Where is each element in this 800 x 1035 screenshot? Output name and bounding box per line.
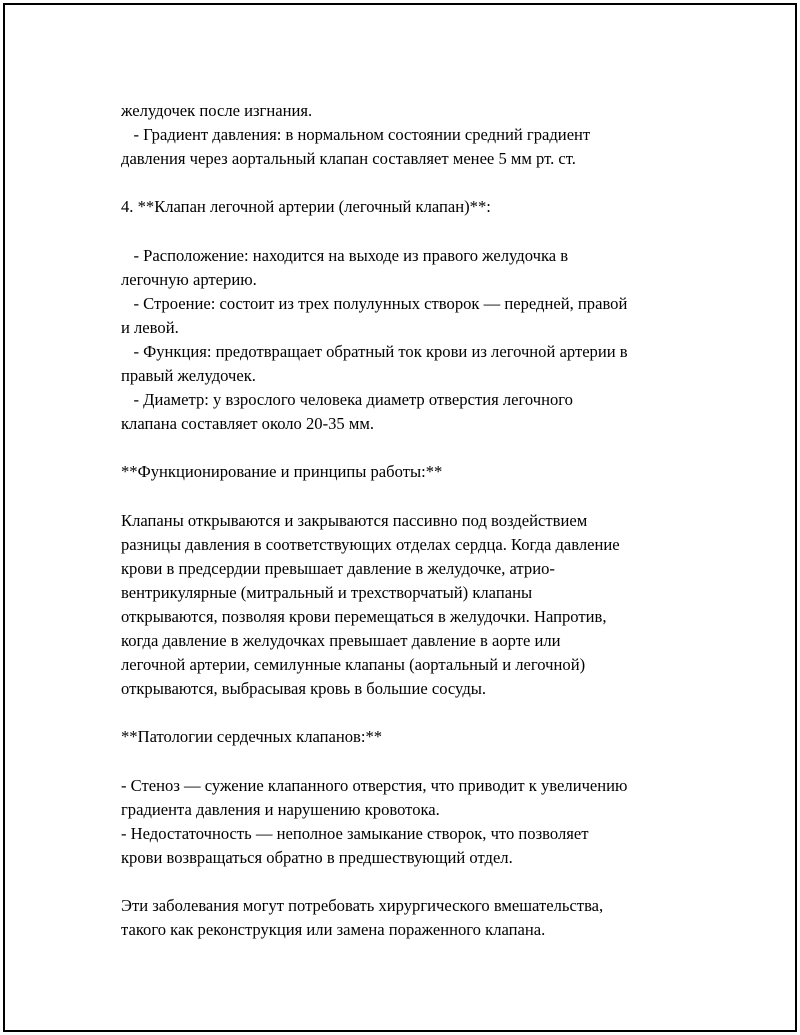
paragraph-aortic-valve-continued [121, 99, 721, 171]
text-line: когда давление в желудочках превышает давление в аорте или [121, 631, 561, 651]
text-line: - Градиент давления: в нормальном состоянии средний градиент [121, 125, 591, 145]
blank-line [121, 701, 721, 725]
text-line: - Недостаточность — неполное замыкание створок, что позволяет [121, 823, 589, 843]
text-line: правый желудочек. [121, 366, 256, 386]
text-line: давления через аортальный клапан составляет менее 5 мм рт. ст. [121, 149, 576, 169]
paragraph-conclusion [121, 894, 721, 942]
blank-line [121, 870, 721, 894]
text-line: и левой. [121, 317, 179, 337]
text-line: желудочек после изгнания. [121, 101, 313, 120]
heading-pathologies [121, 725, 721, 749]
text-line: Клапаны открываются и закрываются пассивно под воздействием [121, 510, 588, 530]
document-page [3, 3, 797, 1032]
text-line: градиента давления и нарушению кровотока. [121, 799, 440, 819]
text-line: - Диаметр: у взрослого человека диаметр отверстия легочного [121, 390, 573, 410]
list-pathologies [121, 774, 721, 870]
text-line: **Функционирование и принципы работы:** [121, 462, 443, 482]
blank-line [121, 485, 721, 509]
paragraph-pulmonary-valve-details [121, 244, 721, 437]
text-line: разницы давления в соответствующих отделах сердца. Когда давление [121, 534, 620, 554]
heading-functioning [121, 460, 721, 484]
text-line: - Расположение: находится на выходе из правого желудочка в [121, 245, 569, 265]
text-line: 4. **Клапан легочной артерии (легочный клапан)**: [121, 197, 491, 217]
text-line: - Стеноз — сужение клапанного отверстия, что приводит к увеличению [121, 775, 628, 795]
blank-line [121, 750, 721, 774]
text-line: такого как реконструкция или замена пораженного клапана. [121, 920, 546, 940]
heading-pulmonary-valve [121, 195, 721, 219]
document-text [121, 99, 721, 942]
paragraph-functioning [121, 509, 721, 702]
blank-line [121, 171, 721, 195]
text-line: крови в предсердии превышает давление в желудочке, атрио- [121, 558, 555, 578]
text-line: - Функция: предотвращает обратный ток крови из легочной артерии в [121, 341, 628, 361]
text-line: клапана составляет около 20-35 мм. [121, 414, 375, 434]
text-line: легочной артерии, семилунные клапаны (аортальный и легочной) [121, 655, 586, 675]
blank-line [121, 436, 721, 460]
text-line: открываются, выбрасывая кровь в большие сосуды. [121, 679, 487, 699]
text-line: легочную артерию. [121, 269, 257, 289]
text-line: крови возвращаться обратно в предшествующий отдел. [121, 847, 513, 867]
blank-line [121, 219, 721, 243]
text-line: открываются, позволяя крови перемещаться в желудочки. Напротив, [121, 606, 607, 626]
text-line: Эти заболевания могут потребовать хирургического вмешательства, [121, 896, 604, 916]
text-line: вентрикулярные (митральный и трехстворчатый) клапаны [121, 582, 533, 602]
text-line: **Патологии сердечных клапанов:** [121, 727, 383, 747]
text-line: - Строение: состоит из трех полулунных створок — передней, правой [121, 293, 628, 313]
